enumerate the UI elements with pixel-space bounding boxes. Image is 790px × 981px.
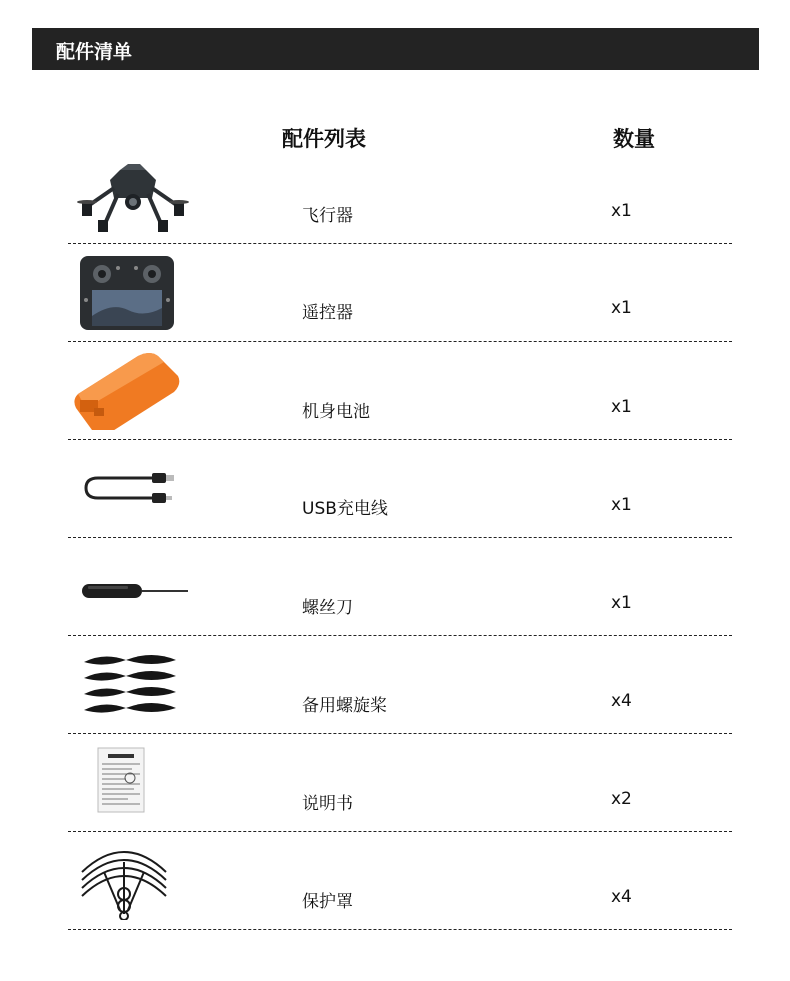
table-row (68, 734, 732, 832)
header-banner (32, 28, 759, 70)
table-row (68, 832, 732, 930)
column-header-name: 配件列表 (282, 127, 366, 151)
item-qty: x4 (611, 691, 632, 711)
row-divider (68, 929, 732, 930)
item-name: 保护罩 (302, 892, 353, 912)
item-name: 备用螺旋桨 (302, 696, 387, 716)
item-qty: x1 (611, 593, 632, 613)
table-row (68, 146, 732, 244)
page-title: 配件清单 (56, 41, 133, 63)
table-row (68, 538, 732, 636)
table-row (68, 244, 732, 342)
remote-controller-icon (68, 244, 198, 332)
drone-icon (68, 146, 198, 234)
item-qty: x2 (611, 789, 632, 809)
usb-cable-icon (68, 440, 198, 528)
item-qty: x1 (611, 201, 632, 221)
item-qty: x4 (611, 887, 632, 907)
item-qty: x1 (611, 298, 632, 318)
item-name: 飞行器 (302, 206, 353, 226)
manual-icon (68, 734, 198, 822)
table-row (68, 342, 732, 440)
table-row (68, 440, 732, 538)
item-name: 遥控器 (302, 303, 353, 323)
item-name: 机身电池 (302, 402, 370, 422)
prop-guard-icon (68, 832, 198, 920)
item-name: 说明书 (302, 794, 353, 814)
item-qty: x1 (611, 397, 632, 417)
battery-icon (68, 342, 198, 430)
item-name: 螺丝刀 (302, 598, 353, 618)
column-header-qty: 数量 (613, 127, 655, 151)
table-row (68, 636, 732, 734)
item-qty: x1 (611, 495, 632, 515)
item-name: USB充电线 (302, 499, 388, 519)
propeller-icon (68, 636, 198, 724)
screwdriver-icon (68, 538, 198, 626)
